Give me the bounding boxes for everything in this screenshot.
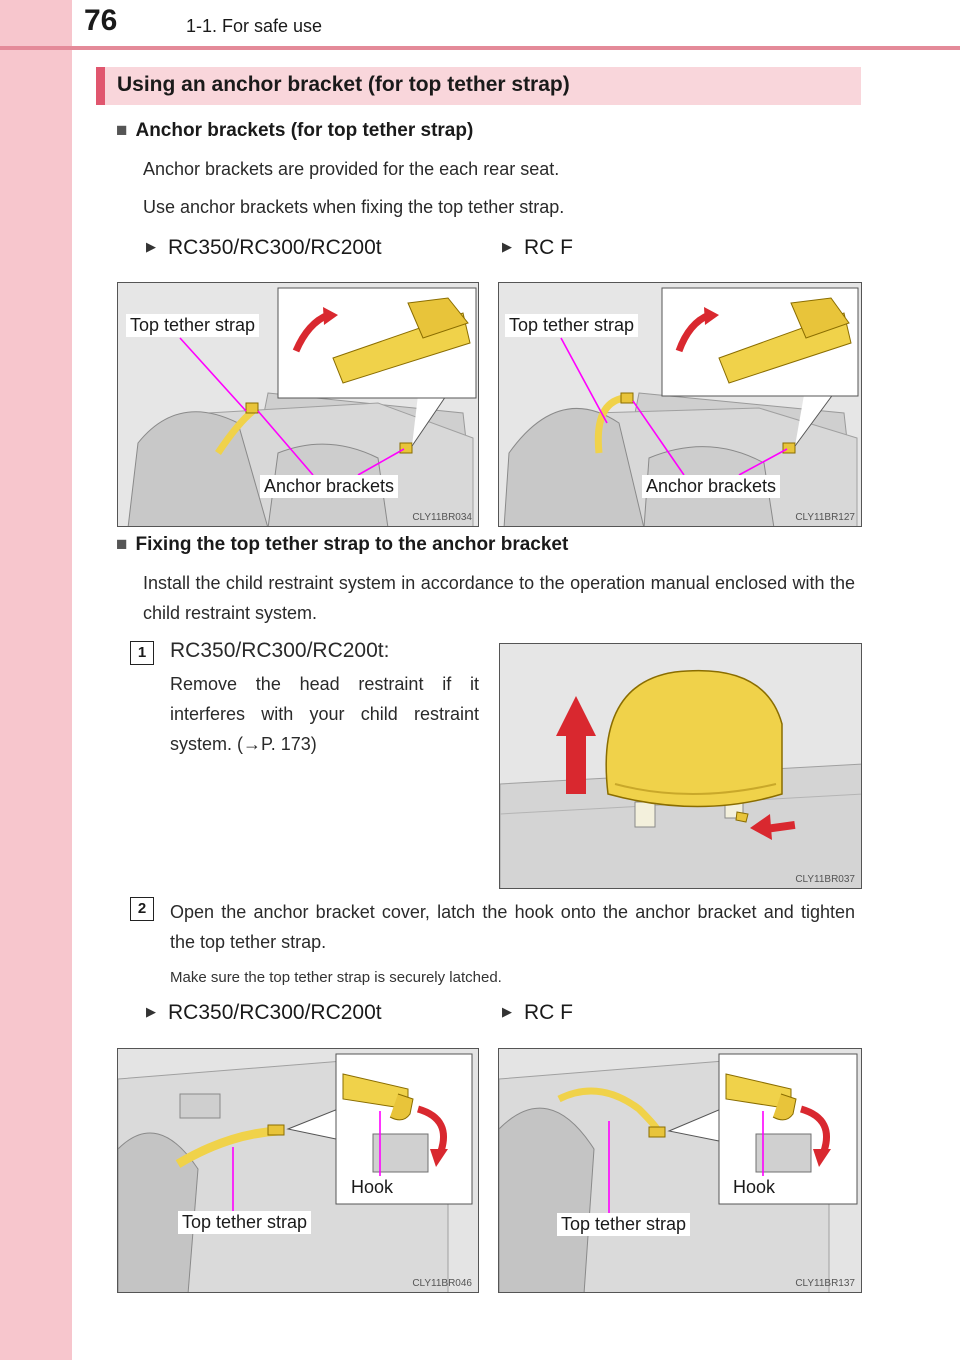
model-label-rc350: ▶ RC350/RC300/RC200t [146,1001,382,1024]
header-rule [0,46,960,50]
callout-anchor-brackets: Anchor brackets [260,475,398,498]
figure-anchor-brackets-rc350 [117,282,479,527]
model-label-rc350: ▶ RC350/RC300/RC200t [146,236,382,259]
callout-hook: Hook [729,1176,779,1199]
figure-code: CLY11BR137 [795,1278,855,1289]
step1-text: Remove the head restraint if it interferes with your child restraint system. (→P. 173) [170,674,479,754]
figure-hook-rc350 [117,1048,479,1293]
callout-top-tether-strap: Top tether strap [557,1213,690,1236]
paragraph-fixing-intro: Install the child restraint system in accordance to the operation manual enclosed with the child restraint system. [143,573,855,623]
triangle-bullet-icon: ▶ [146,239,156,254]
model-label-rcf: ▶ RC F [502,236,573,259]
triangle-bullet-icon: ▶ [146,1004,156,1019]
page-number: 76 [84,4,118,37]
page-side-band [0,0,72,1360]
square-bullet-icon: ■ [116,120,128,141]
callout-top-tether-strap: Top tether strap [178,1211,311,1234]
figure-code: CLY11BR034 [412,512,472,523]
step-number-2: 2 [130,897,154,921]
chapter-title: 1-1. For safe use [186,16,323,36]
paragraph-line: Anchor brackets are provided for the each rear seat. [143,159,560,179]
step1-model-label: RC350/RC300/RC200t: [170,639,390,662]
callout-anchor-brackets: Anchor brackets [642,475,780,498]
figure-code: CLY11BR127 [795,512,855,523]
subheading-fixing: ■ Fixing the top tether strap to the anchor bracket [116,534,569,555]
step2-note: Make sure the top tether strap is securely latched. [170,969,502,986]
model-label-rcf: ▶ RC F [502,1001,573,1024]
section-title: Using an anchor bracket (for top tether strap) [117,73,570,96]
paragraph-line: Use anchor brackets when fixing the top tether strap. [143,197,565,217]
figure-code: CLY11BR037 [795,874,855,885]
figure-hook-rcf [498,1048,862,1293]
triangle-bullet-icon: ▶ [502,239,512,254]
callout-top-tether-strap: Top tether strap [505,314,638,337]
figure-anchor-brackets-rcf [498,282,862,527]
square-bullet-icon: ■ [116,534,128,555]
section-header [96,67,861,105]
figure-head-restraint [499,643,862,889]
subheading-anchor-brackets: ■ Anchor brackets (for top tether strap) [116,120,474,141]
figure-code: CLY11BR046 [412,1278,472,1289]
callout-top-tether-strap: Top tether strap [126,314,259,337]
step2-text: Open the anchor bracket cover, latch the hook onto the anchor bracket and tighten the top tether strap. [170,902,855,952]
callout-hook: Hook [347,1176,397,1199]
triangle-bullet-icon: ▶ [502,1004,512,1019]
step-number-1: 1 [130,641,154,665]
